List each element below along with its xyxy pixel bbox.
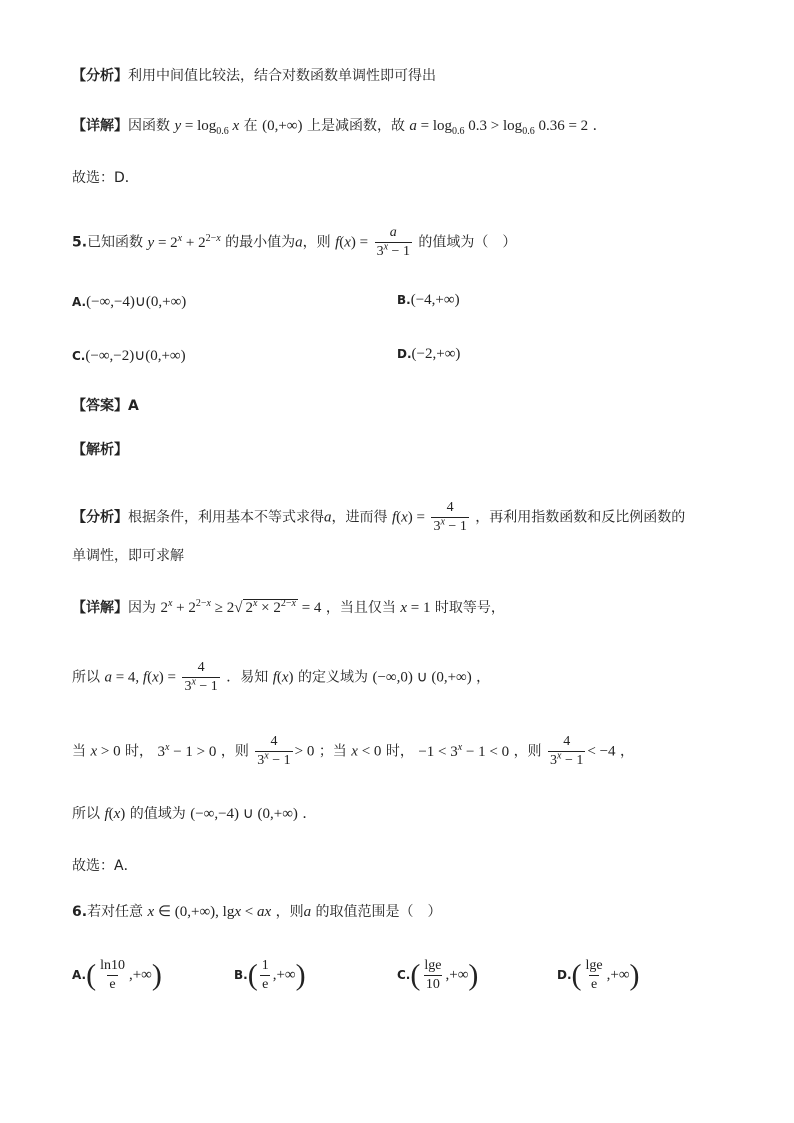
q5-option-c[interactable]: C.(−∞,−2)∪(0,+∞) bbox=[72, 348, 186, 364]
q6-option-a[interactable]: A.( $\frac{\ln 10}{e}$ ,+∞) bbox=[72, 958, 162, 992]
answer-line: 【答案】A bbox=[72, 398, 139, 414]
question-5: 5.已知函数 $y = 2^x + 2^{2-x}$ 的最小值为a，则 f(x) = $\frac{a}{3^x - 1}$ 的值域为（ ） bbox=[72, 225, 517, 259]
q5-option-b[interactable]: B.(−4,+∞) bbox=[397, 292, 460, 308]
analysis-line-prev: 【分析】利用中间值比较法，结合对数函数单调性即可得出 bbox=[72, 68, 436, 84]
detail-line-prev: 【详解】因函数 $y = \log_{0.6} x$ 在 (0,+∞) 上是减函数，故 $a = \log_{0.6} 0.3 > \log_{0.6} 0.36 = 2$ ． bbox=[72, 118, 607, 137]
q5-option-d[interactable]: D.(−2,+∞) bbox=[397, 346, 461, 362]
q5-option-a[interactable]: A.(−∞,−4)∪(0,+∞) bbox=[72, 294, 187, 310]
detail-line: 【详解】因为 $2^x + 2^{2-x} \ge 2√$ $2^x \times 2^{2-x} = 4$ ，当且仅当 x = 1 时取等号， bbox=[72, 598, 505, 616]
line-when: 当 x > 0 时， $3^x - 1 > 0$ ，则 $\frac{4}{3^x - 1}$ > 0 ；当 x < 0 时， $-1 < 3^x - 1 < 0$ ，则 $\frac{4}{3^x - 1}$ < −4 ， bbox=[72, 734, 634, 768]
q6-option-b[interactable]: B.( $\frac{1}{e}$ ,+∞) bbox=[234, 958, 306, 992]
choose-line: 故选：A． bbox=[72, 858, 138, 874]
line-so: 所以 a = 4, f(x) = $\frac{4}{3^x - 1}$ ．易知 f(x) 的定义域为 (−∞,0) ∪ (0,+∞) ， bbox=[72, 660, 491, 694]
choose-prev: 故选：D． bbox=[72, 170, 139, 186]
question-6: 6.若对任意 x ∈ (0,+∞), lgx < ax ，则a 的取值范围是（ ） bbox=[72, 904, 442, 920]
jiexi-heading: 【解析】 bbox=[72, 442, 128, 458]
q6-option-c[interactable]: C.( $\frac{\lg e}{10}$ ,+∞) bbox=[397, 958, 479, 992]
line-range: 所以 f(x) 的值域为 (−∞,−4) ∪ (0,+∞) ． bbox=[72, 806, 317, 822]
analysis-line-2: 单调性，即可求解 bbox=[72, 548, 184, 564]
analysis-line: 【分析】根据条件，利用基本不等式求得a，进而得 f(x) = $\frac{4}{3^x - 1}$ ，再利用指数函数和反比例函数的 bbox=[72, 500, 686, 534]
q6-option-d[interactable]: D.( $\frac{\lg e}{e}$ ,+∞) bbox=[557, 958, 640, 992]
